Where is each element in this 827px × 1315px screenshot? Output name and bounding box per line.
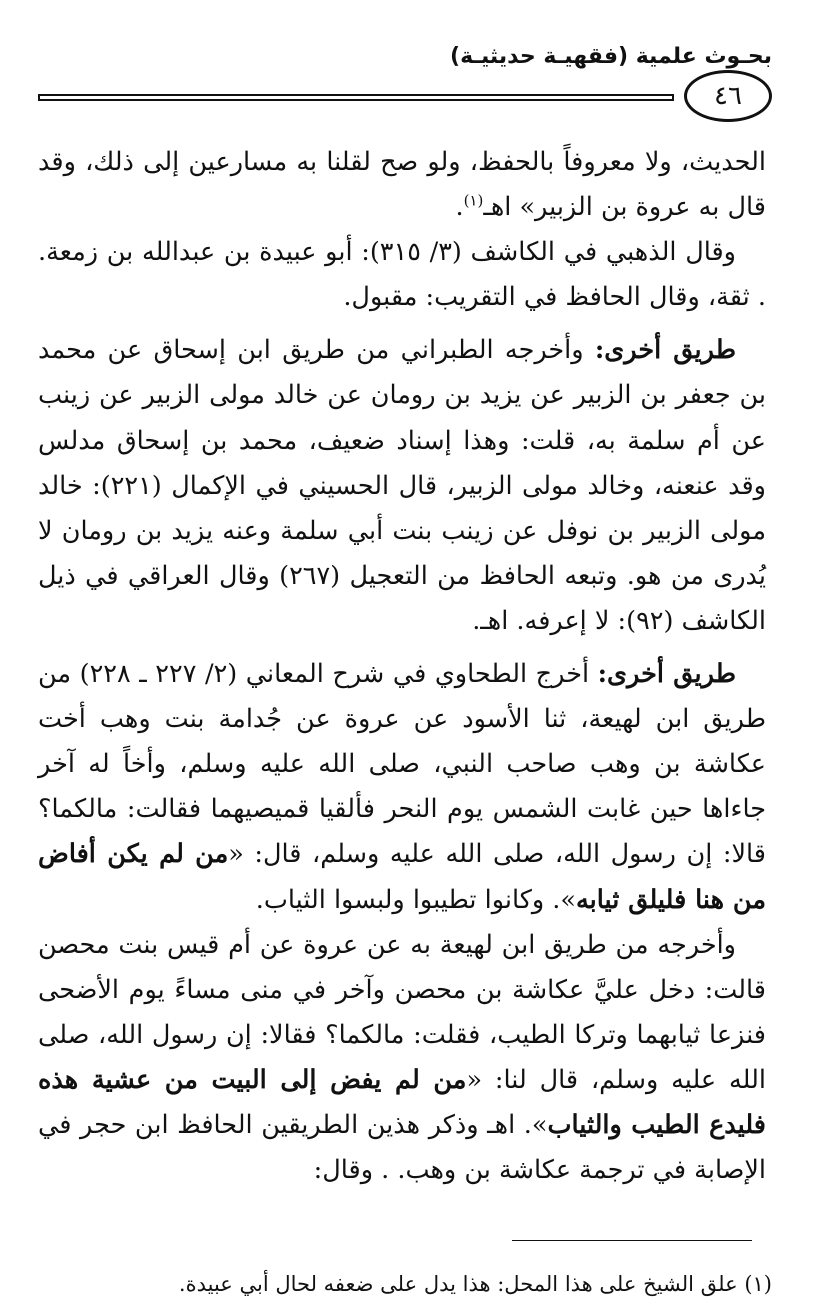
paragraph <box>38 140 766 230</box>
footnote <box>52 1268 772 1300</box>
text-segment: الحديث، ولا معروفاً بالحفظ، ولو صح لقلنا به مسارعين إلى ذلك، وقد قال به عروة بن الزبير» اهـ <box>38 147 766 223</box>
text-segment: . <box>455 192 464 223</box>
paragraph <box>38 652 766 923</box>
footnote-marker: (١) <box>744 1272 772 1296</box>
paragraph <box>38 328 766 644</box>
text-segment: ». وكانوا تطيبوا ولبسوا الثياب. <box>255 884 577 915</box>
body-text <box>38 140 766 1193</box>
bold-text-segment: من لم يكن أفاض من هنا فليلق ثيابه <box>38 839 766 915</box>
text-segment: وأخرجه الطبراني من طريق ابن إسحاق عن محمد بن جعفر بن الزبير عن يزيد بن رومان عن خالد مولى الزبير عن زينب عن أم سلمة به، قلت: وهذا إسناد ضعيف، محمد بن إسحاق مدلس وقد عنعنه، وخالد مولى الزبير، قال الحسيني في الإكمال (٢٢١): خالد مولى الزبير بن نوفل عن زينب بنت أبي سلمة وعنه يزيد بن رومان لا يُدرى من هو. وتبعه الحافظ من التعجيل (٢٦٧) وقال العراقي في ذيل الكاشف (٩٢): لا إعرفه. اهـ. <box>38 335 766 636</box>
bold-text-segment: من لم يفض إلى البيت من عشية هذه فليدع الطيب والثياب <box>38 1064 766 1140</box>
text-segment: وقال الذهبي في الكاشف (٣/ ٣١٥): أبو عبيدة بن عبدالله بن زمعة. . ثقة، وقال الحافظ في التقريب: مقبول. <box>38 237 766 313</box>
text-segment: وأخرجه من طريق ابن لهيعة به عن عروة عن أم قيس بنت محصن قالت: دخل عليَّ عكاشة بن محصن وآخر في منى مساءً يوم الأضحى فنزعا ثيابهما وتركا الطيب، فقلت: مالكما؟ فقالا: إن رسول الله، صلى الله عليه وسلم، قال لنا: « <box>38 929 766 1095</box>
text-segment: أخرج الطحاوي في شرح المعاني (٢/ ٢٢٧ ـ ٢٢٨) من طريق ابن لهيعة، ثنا الأسود عن عروة عن جُدامة بنت وهب أخت عكاشة بن وهب صاحب النبي، صلى الله عليه وسلم، وأخاً له آخر جاءاها حين غابت الشمس يوم النحر فألقيا قميصيهما فقالت: مالكما؟ قالا: إن رسول الله، صلى الله عليه وسلم، قال: « <box>38 659 766 870</box>
header-rule <box>38 94 674 101</box>
page-number: ٤٦ <box>684 70 772 122</box>
paragraph <box>38 923 766 1194</box>
footnote-ref[interactable]: (١) <box>463 191 484 210</box>
footnote-rule <box>512 1240 752 1241</box>
footnote-text: علق الشيخ على هذا المحل: هذا يدل على ضعفه لحال أبي عبيدة. <box>178 1272 738 1296</box>
text-segment: ». اهـ وذكر هذين الطريقين الحافظ ابن حجر في الإصابة في ترجمة عكاشة بن وهب. . وقال: <box>38 1109 766 1186</box>
paragraph <box>38 230 766 320</box>
bold-text-segment: طريق أخرى: <box>594 335 736 366</box>
running-title: بحـوث علمية (فقهيـة حديثيـة) <box>450 44 772 69</box>
bold-text-segment: طريق أخرى: <box>597 659 736 690</box>
